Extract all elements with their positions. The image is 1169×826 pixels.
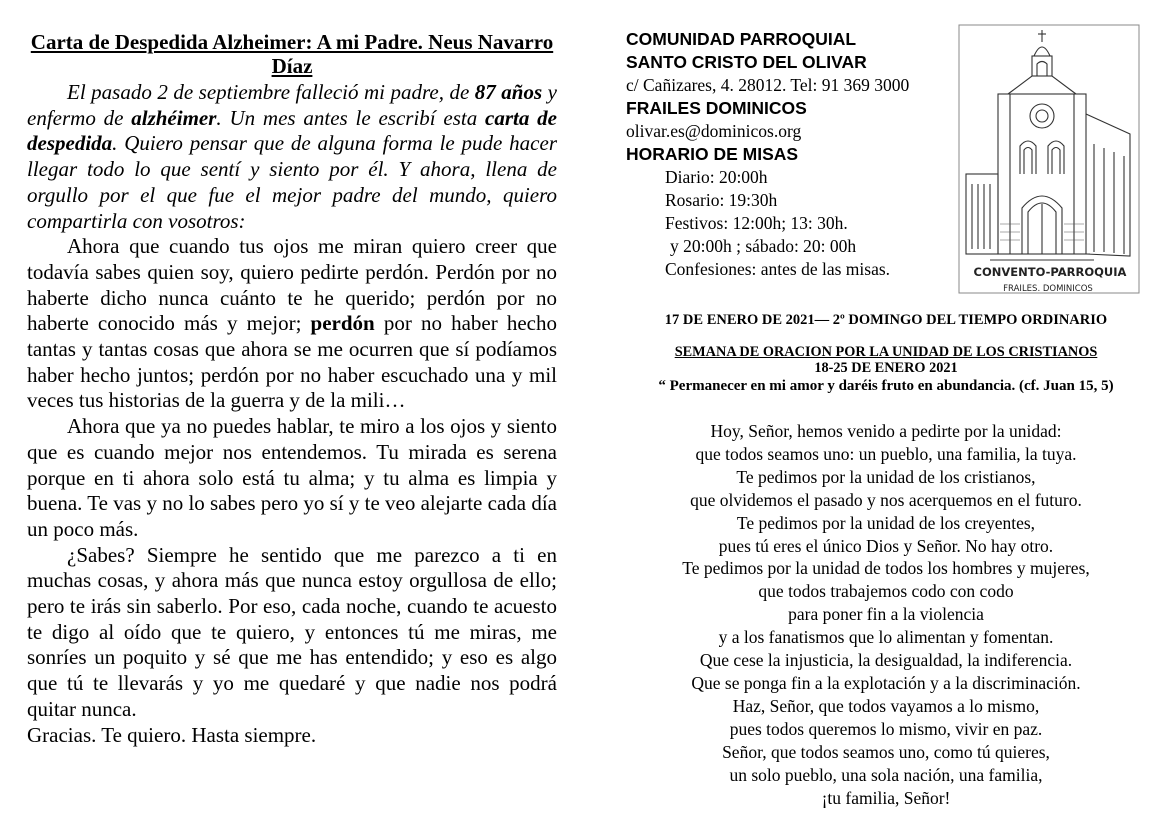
church-drawing bbox=[958, 24, 1140, 294]
prayer-line: un solo pueblo, una sola nación, una familia, bbox=[729, 764, 1043, 785]
prayer-line: y a los fanatismos que lo alimentan y fomentan. bbox=[718, 627, 1054, 648]
prayer-line: pues tú eres el único Dios y Señor. No hay otro. bbox=[718, 535, 1054, 556]
bulletin-date-line: 17 DE ENERO DE 2021— 2º DOMINGO DEL TIEMPO ORDINARIO bbox=[664, 312, 1108, 328]
intro-bold-letter: carta de despedida bbox=[27, 105, 557, 156]
forgiveness-text-1: Ahora que cuando tus ojos me miran quiero creer que todavía sabes quien soy, quiero pedirte perdón. Perdón por no haberte dicho nunca cuánto te he querido; perdón por no haberte conocido más y mejor; bbox=[27, 234, 557, 336]
letter-intro-paragraph bbox=[27, 80, 557, 234]
letter-closing: Gracias. Te quiero. Hasta siempre. bbox=[27, 722, 317, 747]
intro-text-4: . Quiero pensar que de alguna forma le pude hacer llegar todo lo que sentí y siento por él. Y ahora, llena de orgullo por el que fue el mejor padre del mundo, quiero compartirla con vosotros: bbox=[27, 131, 557, 233]
schedule-holidays-evening: y 20:00h ; sábado: 20: 00h bbox=[670, 236, 857, 256]
prayer-text bbox=[626, 420, 1146, 809]
mass-schedule-title: HORARIO DE MISAS bbox=[626, 144, 799, 164]
parish-address: c/ Cañizares, 4. 28012. Tel: 91 369 3000 bbox=[626, 75, 910, 95]
prayer-week-block bbox=[626, 344, 1146, 396]
intro-text-1: El pasado 2 de septiembre falleció mi padre, de bbox=[67, 80, 475, 104]
schedule-holidays: Festivos: 12:00h; 13: 30h. bbox=[665, 213, 848, 233]
gospel-quote: “ Permanecer en mi amor y daréis fruto en abundancia. (cf. Juan 15, 5) bbox=[658, 378, 1114, 394]
intro-text-2: y enfermo de bbox=[27, 80, 557, 130]
bulletin-column bbox=[626, 28, 1146, 808]
prayer-line: Señor, que todos seamos uno, como tú quieres, bbox=[722, 741, 1050, 762]
prayer-line: que olvidemos el pasado y nos acerquemos en el futuro. bbox=[690, 489, 1082, 510]
prayer-line: Te pedimos por la unidad de los cristianos, bbox=[736, 466, 1036, 487]
prayer-week-title: SEMANA DE ORACION POR LA UNIDAD DE LOS CRISTIANOS bbox=[674, 344, 1098, 360]
parish-name: SANTO CRISTO DEL OLIVAR bbox=[626, 52, 867, 72]
prayer-line: que todos seamos uno: un pueblo, una familia, la tuya. bbox=[695, 443, 1077, 464]
parish-friars: FRAILES DOMINICOS bbox=[626, 98, 807, 118]
intro-bold-disease: alzhéimer bbox=[131, 105, 217, 130]
letter-paragraph-forgiveness bbox=[27, 234, 557, 414]
forgiveness-text-2: por no haber hecho tantas y tantas cosas que ahora se me ocurren que sí podíamos haber hecho juntos; perdón por no haber escuchado una y mil veces tus historias de la guerra y de la mili… bbox=[27, 311, 557, 413]
church-label-convent: CONVENTO-PARROQUIA bbox=[973, 265, 1127, 279]
letter-paragraph-pride: ¿Sabes? Siempre he sentido que me parezco a ti en muchas cosas, y ahora más que nunca estoy orgullosa de ello; pero te irás sin saberlo. Por eso, cada noche, cuando te acuesto te digo al oído que te quiero, y entonces tú me miras, me sonríes un poquito y sé que me has entendido; y eso es algo que tú te llevarás y yo me quedaré y que nadie nos podrá quitar nunca. bbox=[27, 542, 557, 721]
letter-paragraph-gaze: Ahora que ya no puedes hablar, te miro a los ojos y siento que es cuando mejor nos entendemos. Tu mirada es serena porque en ti ahora solo está tu alma; y tu alma es limpia y buena. Te vas y no lo sabes pero yo sí y te veo alejarte cada día un poco más. bbox=[27, 414, 557, 541]
intro-text-3: . Un mes antes le escribí esta bbox=[216, 105, 486, 130]
prayer-line: Te pedimos por la unidad de los creyentes, bbox=[736, 512, 1036, 533]
letter-column bbox=[27, 30, 557, 748]
prayer-line: para poner fin a la violencia bbox=[788, 604, 984, 625]
parish-email: olivar.es@dominicos.org bbox=[626, 121, 802, 141]
intro-bold-age: 87 años bbox=[474, 80, 543, 104]
parish-header bbox=[626, 28, 1146, 298]
church-label-friars: FRAILES. DOMINICOS bbox=[1003, 284, 1093, 294]
prayer-line: que todos trabajemos codo con codo bbox=[758, 581, 1014, 602]
prayer-week-dates: 18-25 DE ENERO 2021 bbox=[814, 360, 958, 376]
prayer-line: Hoy, Señor, hemos venido a pedirte por la unidad: bbox=[710, 421, 1062, 441]
prayer-line: pues todos queremos lo mismo, vivir en paz. bbox=[729, 718, 1043, 739]
prayer-line: Que cese la injusticia, la desigualdad, la indiferencia. bbox=[699, 650, 1073, 671]
parish-community-title: COMUNIDAD PARROQUIAL bbox=[626, 29, 857, 49]
prayer-line: Te pedimos por la unidad de todos los hombres y mujeres, bbox=[682, 558, 1090, 579]
prayer-line: ¡tu familia, Señor! bbox=[821, 787, 951, 808]
schedule-rosary: Rosario: 19:30h bbox=[665, 190, 778, 210]
prayer-line: Que se ponga fin a la explotación y a la discriminación. bbox=[691, 672, 1081, 693]
schedule-daily: Diario: 20:00h bbox=[665, 167, 768, 187]
schedule-confessions: Confesiones: antes de las misas. bbox=[665, 259, 891, 279]
letter-title: Carta de Despedida Alzheimer: A mi Padre. Neus Navarro Díaz bbox=[30, 30, 554, 78]
prayer-line: Haz, Señor, que todos vayamos a lo mismo, bbox=[732, 695, 1040, 716]
forgiveness-bold: perdón bbox=[310, 311, 375, 336]
